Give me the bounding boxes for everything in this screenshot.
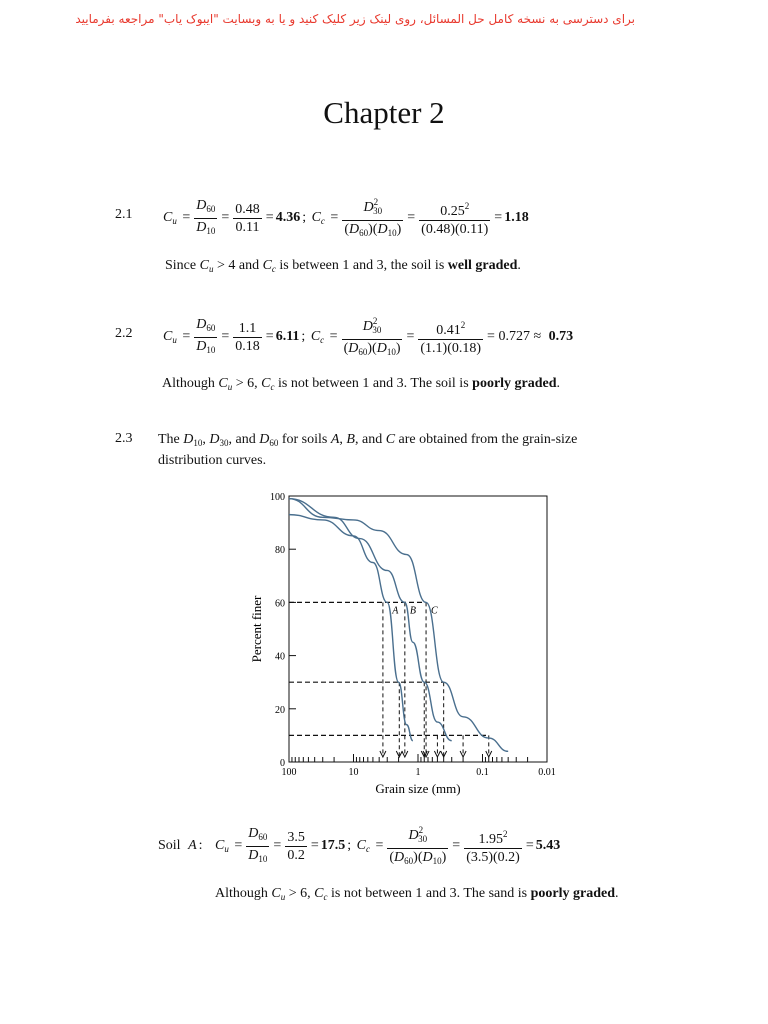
y-tick-label: 60: [275, 598, 285, 610]
x-tick-label: 10: [348, 767, 359, 778]
x-tick-label: 1: [415, 767, 421, 778]
problem-number: 2.2: [115, 326, 133, 341]
conclusion-2-1: Since $C_u > 4$ and $C_c$ is between 1 and 3, the soil is well graded.: [165, 258, 521, 274]
plot-frame: [289, 496, 547, 762]
curve-b: [289, 499, 452, 741]
equation-2-2: $C_u$ = $\frac{D_{60}}{D_{10}}$ = $\frac{1.1}{0.18}$ = 6.11 ; $C_c$ = $\frac{D^2_{30}}{(D_{60})(D_{10})}$ = $\frac{0.41^2}{(1.1)(0.18)}$ = 0.727 ≈ 0.73: [163, 313, 573, 361]
equation-soil-a: Soil A : $C_u$ = $\frac{D_{60}}{D_{10}}$ = $\frac{3.5}{0.2}$ = 17.5 ; $C_c$ = $\frac{D^2_{30}}{(D_{60})(D_{10})}$ = $\frac{1.95^2}{(3.5)(0.2)}$ = 5.43: [158, 822, 560, 870]
curve-c: [289, 499, 508, 752]
x-tick-label: 0.01: [538, 767, 556, 778]
conclusion-2-2: Although $C_u > 6$, $C_c$ is not between 1 and 3. The soil is poorly graded.: [162, 376, 561, 392]
problem-2-3-text: The $D_{10}$, $D_{30}$, and $D_{60}$ for soils A, B, and C are obtained from the grain-size distribution curves.: [158, 432, 578, 468]
equation-2-1: $C_u$ = $\frac{D_{60}}{D_{10}}$ = $\frac{0.48}{0.11}$ = 4.36 ; $C_c$ = $\frac{D^2_{30}}{(D_{60})(D_{10})}$ = $\frac{0.25^2}{(0.48)(0.11)}$ = 1.18: [163, 194, 529, 242]
y-tick-label: 0: [280, 758, 285, 769]
x-tick-label: 100: [281, 767, 297, 778]
series-label-a: A: [392, 605, 399, 617]
conclusion-soil-a: Although $C_u > 6$, $C_c$ is not between 1 and 3. The sand is poorly graded.: [215, 886, 619, 902]
series-label-c: C: [431, 605, 438, 617]
chapter-title: Chapter 2: [323, 95, 445, 130]
y-tick-label: 100: [270, 492, 285, 503]
curve-a: [289, 515, 413, 741]
y-tick-label: 80: [275, 545, 285, 557]
series-label-b: B: [409, 605, 416, 617]
x-tick-label: 0.1: [476, 767, 489, 778]
grain-size-distribution-chart: [245, 485, 575, 800]
download-banner[interactable]: برای دسترسی به نسخه کامل حل المسائل، روی لینک زیر کلیک کنید و یا به وبسایت "ایبوک یاب" مراجعه بفرمایید: [75, 12, 635, 26]
x-axis-label: Grain size (mm): [375, 781, 461, 796]
problem-number: 2.3: [115, 431, 133, 446]
y-tick-label: 40: [275, 651, 285, 663]
problem-number: 2.1: [115, 207, 133, 222]
y-tick-label: 20: [275, 704, 285, 716]
y-axis-label: Percent finer: [249, 595, 264, 663]
